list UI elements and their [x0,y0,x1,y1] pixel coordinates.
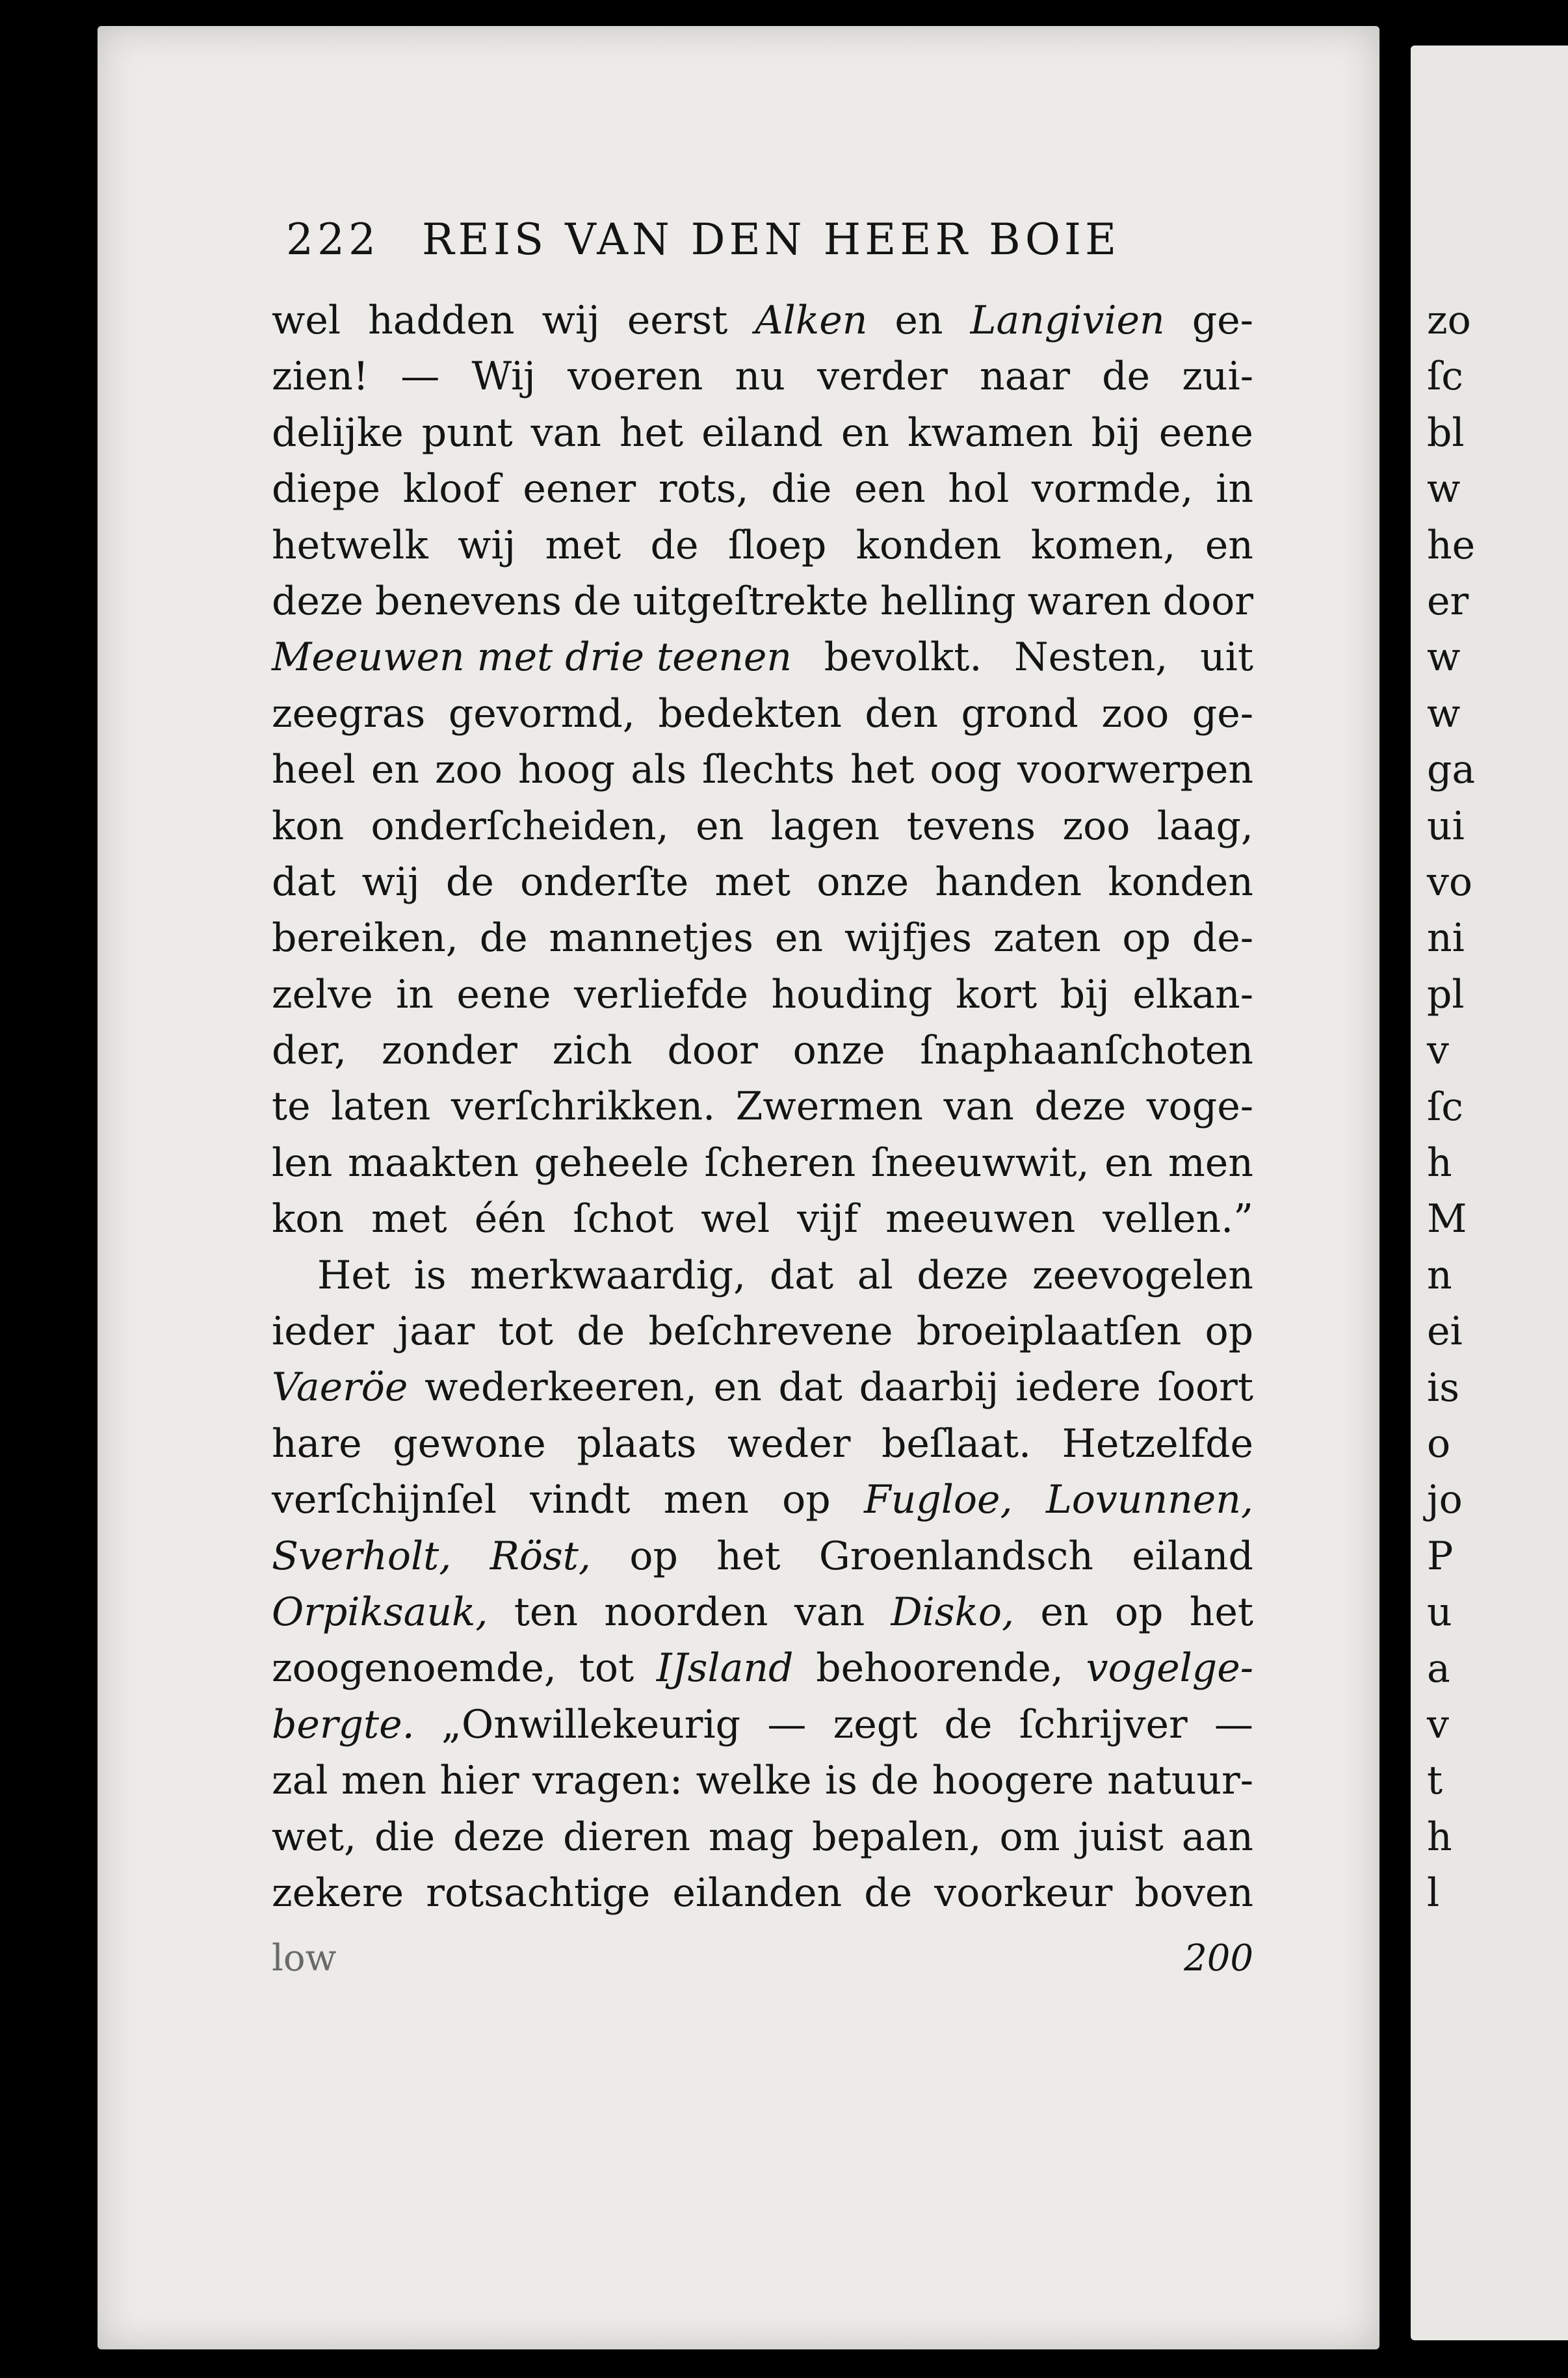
word: eene [456,971,551,1017]
signature-mark: 200 [1184,1937,1253,1979]
word: door [1162,578,1253,624]
word: beſchrevene [648,1309,893,1355]
word: dieren [563,1814,691,1860]
text-line [272,1528,1253,1584]
word: zoo [1062,803,1130,849]
right-page-fragment: v [1427,1702,1449,1747]
word: wel [272,298,341,343]
word: is [824,1758,857,1804]
word: ge- [1192,298,1253,343]
word: kwamen [908,410,1073,456]
right-page-fragment: h [1427,1814,1452,1860]
word: zelve [272,971,373,1017]
word: mag [708,1814,794,1860]
right-page-fragment: o [1427,1421,1451,1467]
word: men [1168,1140,1253,1186]
word: eiland [701,410,823,456]
word: eilanden [672,1870,843,1916]
word: en [1205,522,1253,568]
word: plaats [577,1420,697,1467]
word: en [841,410,890,456]
right-page-fragment: ni [1427,915,1465,961]
word: waren [1027,578,1151,624]
word: kon [272,1196,345,1242]
text-line [272,1135,1253,1191]
text-line [272,348,1253,404]
word: al [857,1252,893,1298]
text-line [272,1472,1253,1528]
word: laag, [1156,803,1253,849]
word: voeren [568,354,703,400]
word: zoo [1101,690,1169,737]
word: men [341,1758,427,1804]
text-line [272,854,1253,910]
word: in [1216,466,1253,512]
word: rotsachtige [426,1870,651,1916]
word: het [716,1533,781,1579]
word: één [474,1196,546,1242]
word: hoogere [932,1758,1094,1804]
word: zonder [381,1028,517,1074]
word: die [771,466,832,512]
page-footer [272,1937,1253,1996]
word: daarbij [859,1365,999,1411]
word: bevolkt. [824,634,982,681]
word: maakten [347,1140,519,1186]
right-page-fragment: M [1427,1196,1467,1242]
word: meeuwen [885,1196,1076,1242]
text-line [272,1753,1253,1809]
word: naar [980,354,1070,400]
text-line [272,1416,1253,1472]
word: komen, [1030,522,1176,568]
word: ſcheren [704,1140,856,1186]
word: voorkeur [934,1870,1113,1916]
word: iedere [1015,1365,1141,1411]
word: — [767,1701,807,1747]
word: kort [955,971,1038,1017]
word: ſchrijver [1019,1701,1188,1747]
word: vijf [797,1196,859,1242]
word: IJsland [656,1645,794,1692]
word: hetwelk [272,522,428,568]
word: en [713,1365,762,1411]
body-text [272,293,1253,1921]
right-page-fragment: h [1427,1140,1452,1186]
text-line [272,967,1253,1023]
word: heel [272,747,356,793]
text-line [272,293,1253,348]
text-line [272,1078,1253,1134]
word: en [774,915,823,961]
word: Nesten, [1014,634,1168,681]
word: konden [1108,859,1253,905]
word: hadden [368,298,515,343]
word: deze [1034,1084,1127,1130]
right-page-fragment: P [1427,1533,1454,1579]
word: zoogenoemde, [272,1645,556,1692]
word: punt [421,410,513,456]
word: behoorende, [816,1645,1064,1692]
word: is [413,1252,447,1298]
word: Hetzelfde [1062,1420,1253,1467]
catchword-faint: low [272,1937,337,1979]
text-line [272,1697,1253,1753]
word: deze [453,1814,545,1860]
word: onze [817,859,909,905]
word: bij [1091,410,1141,456]
right-page-fragment: v [1427,1028,1449,1074]
word: eiland [1132,1533,1253,1579]
right-page-fragment: ei [1427,1309,1463,1355]
right-page-fragment: er [1427,579,1469,624]
word: op [1122,915,1171,961]
word: kon [272,803,345,849]
right-page-fragment: is [1427,1365,1459,1411]
right-page-fragment: a [1427,1645,1450,1692]
word: eener [523,466,636,512]
word: de [445,859,494,905]
word: zegt [833,1701,918,1747]
word: hoog [517,747,616,793]
word: Vaeröe [272,1365,408,1411]
word: tot [498,1309,553,1355]
word: dat [272,859,336,905]
word: zekere [272,1870,404,1916]
word: handen [935,859,1082,905]
word: door [667,1028,758,1074]
right-page-fragment: w [1427,466,1461,512]
word: die [374,1814,436,1860]
word: ſloep [727,522,827,568]
word: als [631,747,686,793]
word: Zwermen [735,1084,923,1130]
word: ge- [1192,690,1253,737]
word: deze [272,578,364,624]
text-line [272,1584,1253,1640]
right-page-fragment: he [1427,522,1476,568]
text-line [272,1303,1253,1359]
text-line [272,517,1253,573]
word: de [864,1870,913,1916]
word: wijfjes [844,915,973,961]
word: helling [880,578,1016,624]
word: vormde, [1031,466,1194,512]
word: onze [792,1028,885,1074]
word: en [1104,1140,1153,1186]
word: uitgeſtrekte [633,578,869,624]
word: Lovunnen, [1045,1477,1253,1523]
running-header [286,215,1216,280]
word: eerst [627,298,728,343]
word: zaten [993,915,1101,961]
word: der, [272,1028,347,1074]
word: bedekten [658,690,842,737]
text-line [272,629,1253,685]
word: om [999,1814,1060,1860]
word: de [573,578,621,624]
word: deze [917,1252,1009,1298]
word: eene [1158,410,1253,456]
word: een [854,466,926,512]
word: in [396,971,434,1017]
word: ſchot [573,1196,674,1242]
word: het [1189,1589,1253,1635]
word: elkan- [1132,971,1253,1017]
word: zeegras [272,690,426,737]
word: met [371,1196,447,1242]
word: delijke [272,410,404,456]
word: boven [1134,1870,1253,1916]
word: wij [361,859,420,905]
word: verſchijnſel [272,1477,497,1523]
word: Sverholt, [272,1533,452,1579]
word: voge- [1146,1084,1253,1130]
word: de [479,915,528,961]
word: van [794,1589,865,1635]
word: gevormd, [448,690,635,737]
right-page-fragment: ui [1427,803,1465,849]
word: de [944,1701,993,1747]
word: op [1114,1589,1164,1635]
word: Orpiksauk, [272,1589,488,1635]
word: en [696,803,744,849]
right-page-fragment: ſc [1427,1084,1463,1130]
word: diepe [272,466,381,512]
right-page-fragment: vo [1427,859,1473,905]
word: zal [272,1758,328,1804]
word: Wij [471,354,536,400]
word: zien! [272,354,369,400]
right-page-fragment: zo [1427,298,1471,343]
text-line [272,742,1253,798]
word: het [619,410,684,456]
word: wel [701,1196,770,1242]
word: benevens [374,578,562,624]
word: — [400,354,440,400]
word: bergte. [272,1701,415,1747]
text-line [272,1809,1253,1865]
text-line [272,1191,1253,1247]
word: ſneeuwwit, [870,1140,1090,1186]
word: vogelge- [1086,1645,1253,1692]
word: geheele [534,1140,689,1186]
text-line [272,686,1253,742]
word: bepalen, [812,1814,982,1860]
word: zich [552,1028,633,1074]
word: te [272,1084,311,1130]
word: met [545,522,621,568]
word: natuur- [1107,1758,1253,1804]
word: hol [948,466,1010,512]
word: wij [458,522,516,568]
text-line [272,910,1253,966]
word: broeiplaatſen [916,1309,1182,1355]
word: den [865,690,938,737]
word: dat [778,1365,843,1411]
word: verliefde [573,971,749,1017]
word: Fugloe, [864,1477,1013,1523]
right-page-fragment: ga [1427,747,1476,793]
right-page-fragment: w [1427,634,1461,681]
word: hier [439,1758,519,1804]
right-page-fragment: u [1427,1589,1452,1636]
word: aan [1181,1814,1253,1860]
word: konden [856,522,1002,568]
word: houding [771,971,933,1017]
word: de [870,1758,919,1804]
word: men [663,1477,749,1523]
text-line [272,1248,1253,1303]
word: vindt [530,1477,631,1523]
right-page-fragment: l [1427,1870,1440,1916]
right-page-fragment: n [1427,1252,1452,1298]
word: ieder [272,1309,374,1355]
word: Röst, [490,1533,591,1579]
text-line [272,1865,1253,1921]
word: wet, [272,1814,357,1860]
word: en [371,747,420,793]
word: grond [961,690,1078,737]
text-line [272,798,1253,854]
word: verſchrikken. [451,1084,716,1130]
word: Het [317,1252,390,1298]
word: van [943,1084,1014,1130]
running-title: REIS VAN DEN HEER BOIE [421,215,1121,265]
word: kloof [402,466,501,512]
word: bij [1060,971,1110,1017]
word: van [530,410,601,456]
word: ſlechts [702,747,835,793]
word: uit [1200,634,1253,681]
word: wederkeeren, [425,1365,697,1411]
word: voorwerpen [1017,747,1253,793]
right-page-fragment: t [1427,1758,1443,1804]
word: de [650,522,699,568]
word: „Onwillekeurig [441,1701,741,1747]
word: vellen.” [1103,1196,1253,1242]
word: laten [331,1084,431,1130]
word: merkwaardig, [470,1252,746,1298]
word: Meeuwen met drie teenen [272,634,792,681]
right-page-fragment: pl [1427,971,1465,1017]
word: onderſte [520,859,689,905]
word: Alken [755,298,868,343]
word: en [1040,1589,1089,1635]
word: Groenlandsch [818,1533,1093,1579]
word: de- [1192,915,1253,961]
text-line [272,405,1253,461]
word: vragen: [532,1758,683,1804]
word: met [714,859,791,905]
word: — [1214,1701,1253,1747]
word: welke [696,1758,812,1804]
word: zoo [435,747,503,793]
word: weder [727,1420,851,1467]
word: jaar [397,1309,475,1355]
word: oog [930,747,1002,793]
word: mannetjes [549,915,753,961]
word: hare [272,1420,362,1467]
word: op [629,1533,678,1579]
word: ten [514,1589,579,1635]
word: en [895,298,943,343]
word: noorden [604,1589,768,1635]
word: zeevogelen [1032,1252,1253,1298]
word: dat [769,1252,834,1298]
text-line [272,461,1253,517]
text-line [272,1640,1253,1696]
word: ſnaphaanſchoten [920,1028,1253,1074]
word: ſoort [1157,1365,1253,1411]
word: op [782,1477,831,1523]
word: het [850,747,915,793]
text-line [272,1023,1253,1078]
text-line [272,573,1253,629]
right-page-fragment: w [1427,690,1461,737]
word: onderſcheiden, [371,803,669,849]
word: op [1205,1309,1253,1355]
text-line [272,1359,1253,1415]
word: de [577,1309,625,1355]
word: Langivien [970,298,1165,343]
word: lagen [770,803,880,849]
word: nu [735,354,785,400]
word: de [1102,354,1151,400]
word: tot [579,1645,634,1692]
word: beſlaat. [881,1420,1032,1467]
word: bereiken, [272,915,458,961]
word: gewone [393,1420,546,1467]
word: Disko, [891,1589,1015,1635]
word: tevens [906,803,1036,849]
right-page-fragment: bl [1427,410,1465,456]
word: verder [817,354,948,400]
right-page-fragment: jo [1427,1477,1463,1523]
right-page-fragment: ſc [1427,354,1463,400]
page-number: 222 [286,215,380,265]
word: len [272,1140,333,1186]
word: rots, [658,466,749,512]
word: zui- [1182,354,1253,400]
word: wij [542,298,600,343]
word: juist [1078,1814,1164,1860]
